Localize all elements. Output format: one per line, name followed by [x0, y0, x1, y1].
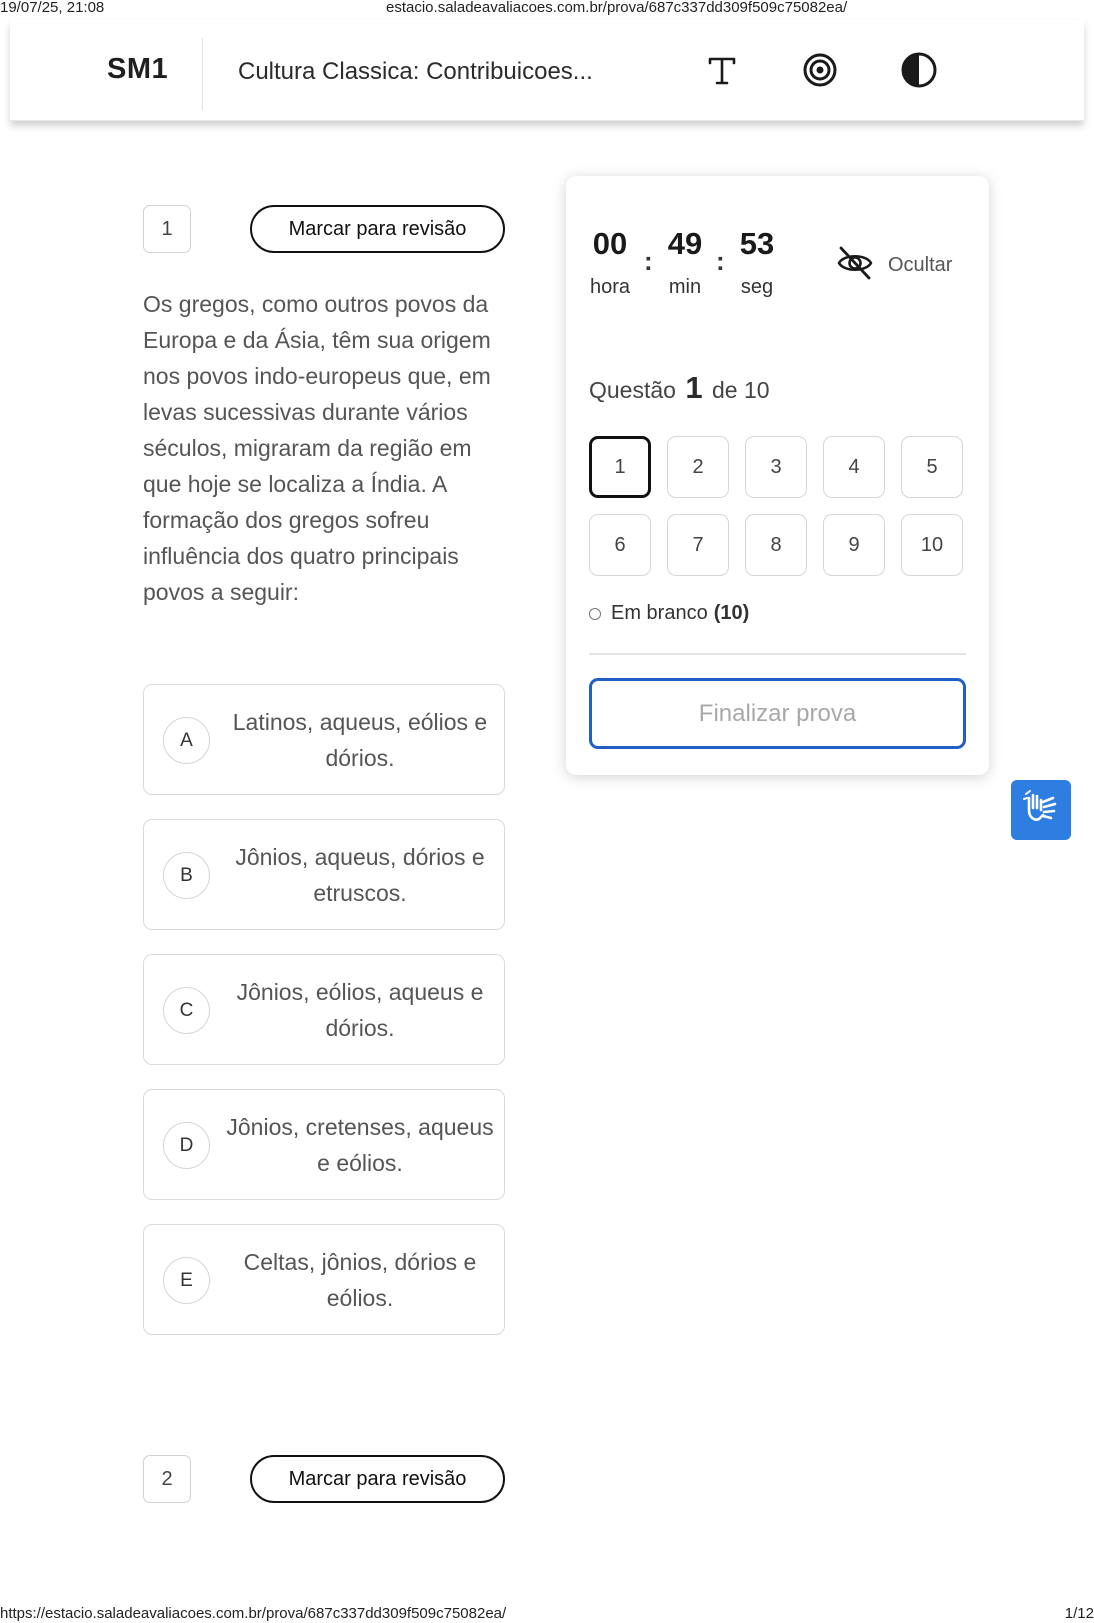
option-text: Celtas, jônios, dórios e eólios. [243, 1248, 477, 1311]
question-counter-current: 1 [685, 370, 703, 405]
blank-label: Em branco [611, 602, 708, 624]
option-text: Jônios, cretenses, aqueus e eólios. [226, 1113, 494, 1176]
question-nav-8[interactable]: 8 [745, 514, 807, 576]
topbar-divider [202, 38, 203, 110]
question-nav-5[interactable]: 5 [901, 436, 963, 498]
question-number: 1 [143, 205, 191, 253]
timer-separator: : [644, 246, 653, 276]
timer-minutes-label: min [668, 276, 702, 298]
timer-separator: : [716, 246, 725, 276]
blank-dot-icon [589, 608, 601, 620]
option-a[interactable] [143, 684, 505, 795]
text-size-icon[interactable] [702, 50, 742, 90]
target-icon[interactable] [800, 50, 840, 90]
sign-language-icon [1021, 788, 1061, 833]
option-letter: B [163, 852, 210, 899]
question-nav-7[interactable]: 7 [667, 514, 729, 576]
exam-panel [566, 176, 989, 775]
question-nav-6[interactable]: 6 [589, 514, 651, 576]
option-e[interactable] [143, 1224, 505, 1335]
option-text: Jônios, aqueus, dórios e etruscos. [235, 843, 485, 906]
top-bar [10, 20, 1084, 121]
print-footer-url: https://estacio.saladeavaliacoes.com.br/prova/687c337dd309f509c75082ea/ [0, 1605, 507, 1622]
option-d[interactable] [143, 1089, 505, 1200]
print-footer [0, 1605, 1094, 1623]
option-c[interactable] [143, 954, 505, 1065]
print-page-number: 1/12 [1064, 1605, 1094, 1622]
timer-minutes: 49 [667, 226, 703, 261]
blank-status [589, 602, 749, 625]
contrast-icon[interactable] [899, 50, 939, 90]
question-nav-3[interactable]: 3 [745, 436, 807, 498]
option-b[interactable] [143, 819, 505, 930]
timer-hours: 00 [592, 226, 628, 261]
option-text: Latinos, aqueus, eólios e dórios. [232, 708, 488, 771]
question-counter-suffix: de 10 [711, 377, 770, 403]
option-letter: D [163, 1122, 210, 1169]
timer-seconds-label: seg [740, 276, 774, 298]
hide-timer-label: Ocultar [888, 253, 953, 276]
timer-seconds: 53 [739, 226, 775, 261]
question-number: 2 [143, 1455, 191, 1503]
mark-for-review-button[interactable]: Marcar para revisão [250, 1455, 505, 1503]
question-nav-9[interactable]: 9 [823, 514, 885, 576]
option-text: Jônios, eólios, aqueus e dórios. [236, 978, 484, 1041]
eye-off-icon [836, 244, 874, 287]
mark-for-review-button[interactable]: Marcar para revisão [250, 205, 505, 253]
question-nav-2[interactable]: 2 [667, 436, 729, 498]
print-header [0, 0, 1094, 18]
option-letter: E [163, 1257, 210, 1304]
print-datetime: 19/07/25, 21:08 [0, 0, 105, 16]
brand-logo: SM1 [107, 53, 169, 85]
hide-timer-button[interactable] [836, 244, 952, 286]
course-title: Cultura Classica: Contribuicoes... [238, 58, 593, 85]
option-letter: C [163, 987, 210, 1034]
option-letter: A [163, 717, 210, 764]
question-counter [589, 370, 770, 406]
blank-count: (10) [713, 602, 750, 624]
question-text: Os gregos, como outros povos da Europa e da Ásia, têm sua origem nos povos indo-europeus que, em levas sucessivas durante vários séculos, migraram da região em que hoje se localiza a Índia. A formação dos gregos sofreu influência dos quatro principais povos a seguir: [143, 291, 491, 605]
finish-exam-button[interactable]: Finalizar prova [589, 678, 966, 749]
sign-language-button[interactable] [1011, 780, 1071, 840]
print-url: estacio.saladeavaliacoes.com.br/prova/687c337dd309f509c75082ea/ [386, 0, 848, 16]
panel-divider [589, 653, 966, 655]
timer-hours-label: hora [589, 276, 631, 298]
question-nav-10[interactable]: 10 [901, 514, 963, 576]
question-nav-1[interactable]: 1 [589, 436, 651, 498]
question-counter-prefix: Questão [589, 377, 676, 403]
question-nav-4[interactable]: 4 [823, 436, 885, 498]
